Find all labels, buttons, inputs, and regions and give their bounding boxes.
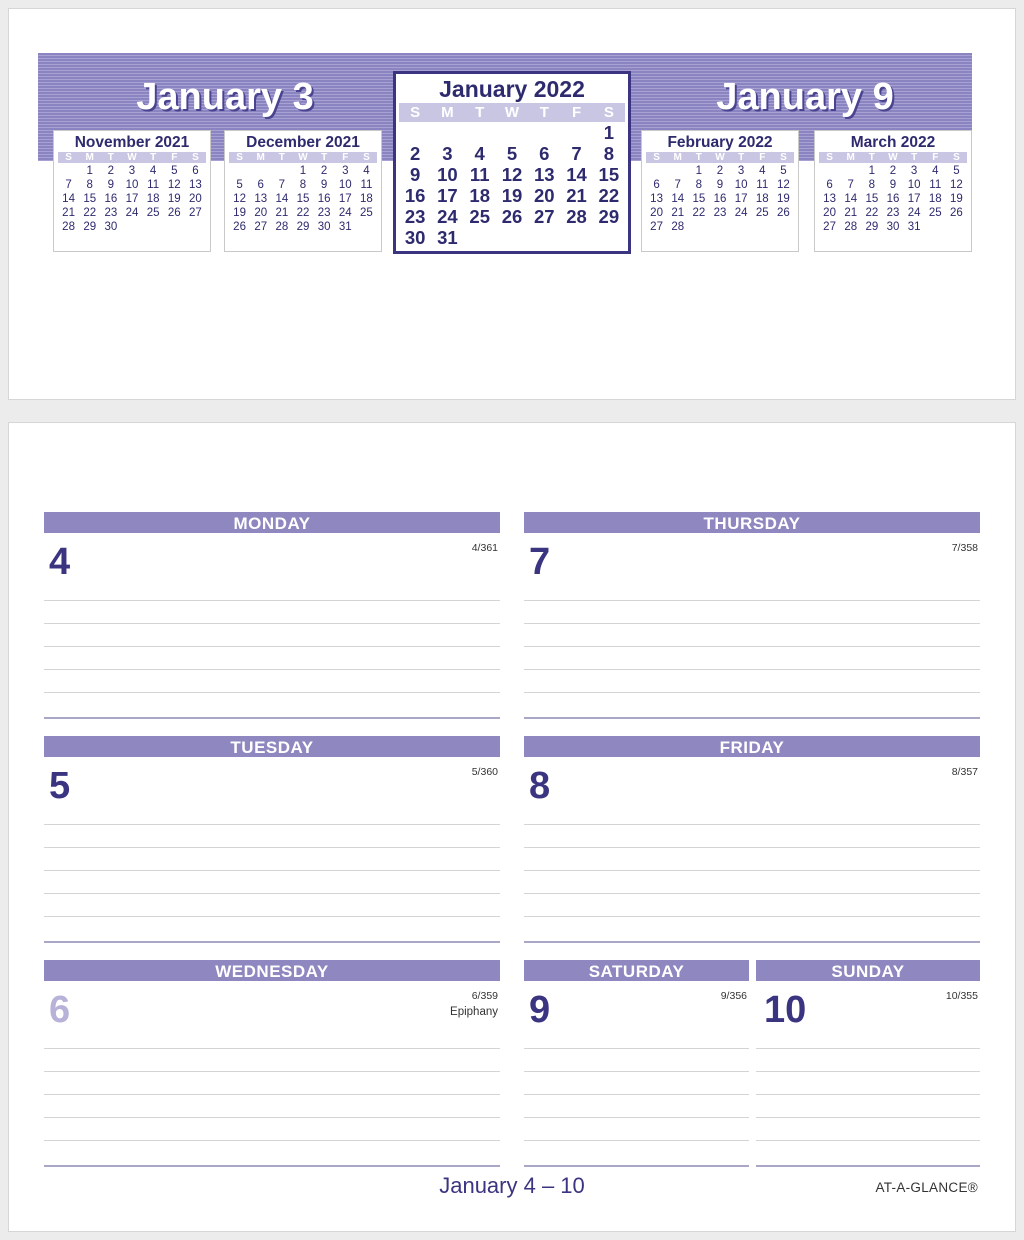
block-divider — [44, 717, 500, 719]
mini-calendar-days — [646, 164, 794, 234]
writing-line — [524, 692, 980, 693]
writing-line — [756, 1094, 980, 1095]
calendar-day: 25 — [146, 207, 160, 219]
mini-calendar-weekdays — [819, 152, 967, 163]
calendar-day: 8 — [695, 179, 703, 191]
calendar-day: 3 — [910, 165, 918, 177]
calendar-day: 4 — [932, 165, 939, 177]
calendar-day: 18 — [360, 193, 373, 205]
day-block-monday — [44, 512, 500, 720]
day-number: 9 — [529, 989, 551, 1031]
day-of-year: 6/359 — [471, 990, 498, 1002]
calendar-day: 16 — [713, 193, 727, 205]
calendar-day: 17 — [734, 193, 748, 205]
calendar-day: 9 — [716, 179, 724, 191]
calendar-day: 11 — [756, 179, 769, 191]
writing-line — [756, 1117, 980, 1118]
calendar-day: 26 — [777, 207, 790, 219]
calendar-day: 26 — [950, 207, 963, 219]
day-number: 5 — [49, 765, 71, 807]
calendar-day: 16 — [104, 193, 118, 205]
mini-calendar-title: December 2021 — [246, 134, 360, 151]
calendar-day: 11 — [469, 164, 490, 185]
calendar-day: 24 — [125, 207, 139, 219]
calendar-day: 6 — [192, 165, 199, 177]
calendar-day: 10 — [437, 164, 458, 185]
calendar-day: 2 — [409, 143, 421, 164]
day-block-friday — [524, 736, 980, 944]
calendar-day: 16 — [886, 193, 900, 205]
mini-calendar-days — [819, 164, 967, 234]
mini-calendar-february — [641, 130, 799, 252]
day-number: 4 — [49, 541, 71, 583]
weekday-label: F — [571, 104, 582, 121]
calendar-day: 15 — [598, 164, 620, 185]
calendar-day: 6 — [653, 179, 660, 191]
day-of-year: 4/361 — [471, 542, 498, 554]
day-block-tuesday — [44, 736, 500, 944]
calendar-day: 7 — [571, 143, 582, 164]
mini-calendar-days — [229, 164, 377, 234]
weekday-label: T — [868, 152, 875, 163]
calendar-day: 26 — [233, 221, 246, 233]
calendar-day: 22 — [83, 207, 97, 219]
day-header: FRIDAY — [524, 736, 980, 757]
calendar-day: 7 — [65, 179, 72, 191]
weekday-label: M — [846, 152, 855, 163]
day-header: SATURDAY — [524, 960, 749, 981]
calendar-day: 3 — [737, 165, 745, 177]
calendar-day: 10 — [125, 179, 139, 191]
writing-line — [44, 893, 500, 894]
calendar-day: 2 — [716, 165, 724, 177]
writing-line — [44, 600, 500, 601]
calendar-day — [229, 164, 250, 178]
week-range-label: January 4 – 10 — [439, 1173, 585, 1198]
day-number: 8 — [529, 765, 551, 807]
mini-calendar-title: March 2022 — [850, 134, 936, 151]
calendar-day: 31 — [907, 221, 921, 233]
weekday-label: F — [932, 152, 939, 163]
calendar-day: 1 — [86, 165, 93, 177]
writing-line — [44, 1094, 500, 1095]
mini-calendar-days — [58, 164, 206, 234]
weekday-label: S — [65, 152, 72, 163]
calendar-day: 19 — [950, 193, 963, 205]
weekday-label: T — [738, 152, 745, 163]
writing-line — [44, 1048, 500, 1049]
calendar-day: 25 — [928, 207, 942, 219]
calendar-day: 14 — [671, 193, 685, 205]
writing-line — [44, 847, 500, 848]
calendar-day: 30 — [317, 221, 331, 233]
writing-line — [44, 1117, 500, 1118]
calendar-day: 8 — [603, 143, 614, 164]
writing-line — [44, 824, 500, 825]
mini-calendar-weekdays — [229, 152, 377, 163]
calendar-day: 27 — [650, 221, 663, 233]
weekday-label: S — [236, 152, 243, 163]
block-divider — [524, 941, 980, 943]
calendar-day — [271, 164, 292, 178]
calendar-day: 24 — [338, 207, 352, 219]
writing-line — [524, 847, 980, 848]
writing-line — [524, 669, 980, 670]
writing-line — [524, 824, 980, 825]
calendar-day: 5 — [171, 165, 178, 177]
calendar-day: 20 — [823, 207, 836, 219]
calendar-day: 15 — [865, 193, 879, 205]
writing-line — [44, 623, 500, 624]
calendar-day: 16 — [317, 193, 331, 205]
day-of-year: 8/357 — [951, 766, 978, 778]
weekday-label: M — [85, 152, 94, 163]
calendar-day: 16 — [404, 185, 426, 206]
calendar-day: 11 — [929, 179, 942, 191]
writing-line — [756, 1140, 980, 1141]
calendar-day: 27 — [189, 207, 202, 219]
calendar-day: 19 — [501, 185, 523, 206]
current-month-weekdays — [399, 103, 625, 122]
calendar-day: 21 — [566, 185, 587, 206]
calendar-day: 28 — [671, 221, 685, 233]
calendar-day: 9 — [107, 179, 115, 191]
range-end-title: January 9 — [716, 76, 894, 118]
calendar-day: 1 — [299, 165, 307, 177]
writing-line — [524, 623, 980, 624]
writing-line — [524, 1117, 749, 1118]
calendar-day: 9 — [889, 179, 897, 191]
writing-line — [44, 1071, 500, 1072]
calendar-day: 27 — [823, 221, 836, 233]
weekday-label: S — [363, 152, 370, 163]
weekday-label: S — [653, 152, 660, 163]
calendar-day: 11 — [360, 179, 373, 191]
calendar-day: 26 — [501, 206, 523, 227]
weekday-label: M — [256, 152, 265, 163]
day-of-year: 9/356 — [720, 990, 747, 1002]
calendar-day: 12 — [233, 193, 246, 205]
calendar-day: 29 — [598, 206, 620, 227]
day-of-year: 10/355 — [945, 990, 978, 1002]
calendar-day: 9 — [320, 179, 328, 191]
calendar-day: 3 — [442, 143, 453, 164]
calendar-day — [646, 164, 667, 178]
weekday-label: T — [695, 152, 702, 163]
calendar-day — [431, 122, 463, 143]
weekday-label: W — [504, 104, 520, 121]
calendar-day: 18 — [928, 193, 942, 205]
calendar-day: 17 — [338, 193, 352, 205]
calendar-day — [496, 122, 528, 143]
calendar-day: 19 — [167, 193, 181, 205]
weekday-label: W — [715, 152, 725, 163]
calendar-day: 19 — [233, 207, 246, 219]
calendar-day: 17 — [125, 193, 139, 205]
weekday-label: T — [278, 152, 285, 163]
calendar-day: 12 — [950, 179, 963, 191]
writing-line — [756, 1071, 980, 1072]
calendar-day: 28 — [566, 206, 587, 227]
calendar-day — [560, 122, 592, 143]
calendar-day: 28 — [844, 221, 858, 233]
calendar-day: 1 — [868, 165, 876, 177]
calendar-day: 24 — [437, 206, 458, 227]
calendar-day: 4 — [474, 143, 485, 164]
block-divider — [524, 1165, 749, 1167]
current-month-calendar — [393, 71, 631, 254]
calendar-day: 9 — [409, 164, 421, 185]
weekday-label: T — [539, 104, 549, 121]
writing-line — [44, 692, 500, 693]
calendar-day: 8 — [299, 179, 307, 191]
writing-line — [44, 916, 500, 917]
weekday-label: W — [298, 152, 308, 163]
calendar-day: 7 — [847, 179, 854, 191]
calendar-day: 4 — [149, 165, 157, 177]
day-block-wednesday — [44, 960, 500, 1168]
holiday-label: Epiphany — [450, 1006, 498, 1018]
calendar-day: 18 — [146, 193, 160, 205]
calendar-day: 23 — [713, 207, 727, 219]
calendar-day: 13 — [533, 164, 555, 185]
weekday-label: T — [150, 152, 157, 163]
calendar-day: 3 — [128, 165, 136, 177]
calendar-day: 17 — [907, 193, 921, 205]
writing-line — [756, 1048, 980, 1049]
calendar-day: 6 — [826, 179, 833, 191]
calendar-day — [667, 164, 688, 178]
calendar-day: 17 — [437, 185, 458, 206]
calendar-day: 12 — [501, 164, 523, 185]
calendar-day — [399, 122, 431, 143]
day-block-saturday — [524, 960, 749, 1168]
day-header: SUNDAY — [756, 960, 980, 981]
calendar-day: 18 — [469, 185, 490, 206]
calendar-day: 25 — [469, 206, 490, 227]
mini-calendar-november — [53, 130, 211, 252]
calendar-day: 30 — [104, 221, 118, 233]
calendar-day: 22 — [598, 185, 620, 206]
calendar-day: 21 — [62, 207, 75, 219]
calendar-day: 24 — [734, 207, 748, 219]
calendar-day: 27 — [254, 221, 268, 233]
writing-line — [524, 646, 980, 647]
mini-calendar-title: November 2021 — [74, 134, 190, 151]
writing-line — [524, 870, 980, 871]
calendar-day: 7 — [674, 179, 681, 191]
weekday-label: S — [826, 152, 833, 163]
day-header: MONDAY — [44, 512, 500, 533]
weekday-label: S — [780, 152, 787, 163]
mini-calendar-december — [224, 130, 382, 252]
calendar-day: 2 — [889, 165, 897, 177]
mini-calendar-march — [814, 130, 972, 252]
day-header: THURSDAY — [524, 512, 980, 533]
calendar-day: 12 — [777, 179, 790, 191]
calendar-day: 21 — [671, 207, 685, 219]
calendar-day: 14 — [275, 193, 289, 205]
calendar-day: 4 — [363, 165, 370, 177]
calendar-day: 1 — [695, 165, 703, 177]
calendar-day: 14 — [844, 193, 858, 205]
calendar-day: 25 — [755, 207, 769, 219]
brand-logo: AT-A-GLANCE® — [875, 1180, 978, 1195]
day-block-sunday — [756, 960, 980, 1168]
calendar-day: 7 — [278, 179, 286, 191]
calendar-day: 30 — [404, 227, 426, 248]
calendar-day: 10 — [734, 179, 748, 191]
weekday-label: F — [171, 152, 178, 163]
calendar-day: 6 — [257, 179, 264, 191]
weekday-label: T — [911, 152, 918, 163]
weekday-label: W — [888, 152, 898, 163]
calendar-day — [819, 164, 840, 178]
writing-line — [44, 1140, 500, 1141]
calendar-day: 22 — [296, 207, 310, 219]
writing-line — [524, 916, 980, 917]
calendar-day: 12 — [167, 179, 181, 191]
writing-line — [524, 1140, 749, 1141]
day-number: 7 — [529, 541, 551, 583]
calendar-day: 5 — [236, 179, 243, 191]
calendar-day: 29 — [83, 221, 97, 233]
writing-line — [524, 1094, 749, 1095]
writing-line — [524, 893, 980, 894]
calendar-day: 14 — [62, 193, 75, 205]
current-month-title: January 2022 — [439, 76, 585, 102]
block-divider — [44, 1165, 500, 1167]
calendar-day: 18 — [755, 193, 769, 205]
calendar-day: 21 — [275, 207, 289, 219]
calendar-day: 20 — [189, 193, 202, 205]
calendar-day: 13 — [823, 193, 836, 205]
day-number: 10 — [764, 989, 807, 1031]
weekday-label: T — [107, 152, 114, 163]
calendar-day: 23 — [317, 207, 331, 219]
day-number: 6 — [49, 989, 71, 1031]
calendar-day: 31 — [338, 221, 352, 233]
mini-calendar-weekdays — [646, 152, 794, 163]
calendar-day: 13 — [189, 179, 202, 191]
calendar-day: 14 — [566, 164, 587, 185]
writing-line — [524, 1071, 749, 1072]
calendar-day: 22 — [692, 207, 706, 219]
calendar-day: 1 — [603, 122, 614, 143]
calendar-day: 5 — [780, 165, 787, 177]
calendar-day: 20 — [650, 207, 663, 219]
calendar-day: 20 — [254, 207, 268, 219]
block-divider — [44, 941, 500, 943]
weekday-label: T — [475, 104, 485, 121]
calendar-day: 10 — [338, 179, 352, 191]
calendar-day: 15 — [692, 193, 706, 205]
calendar-day: 6 — [539, 143, 550, 164]
calendar-day: 27 — [533, 206, 555, 227]
day-of-year: 7/358 — [951, 542, 978, 554]
calendar-day: 8 — [86, 179, 93, 191]
current-month-days — [399, 122, 625, 248]
calendar-day: 29 — [865, 221, 879, 233]
calendar-day: 15 — [296, 193, 310, 205]
writing-line — [524, 1048, 749, 1049]
calendar-day: 5 — [953, 165, 960, 177]
weekday-label: W — [127, 152, 137, 163]
calendar-day: 4 — [759, 165, 766, 177]
weekday-label: F — [759, 152, 766, 163]
calendar-day: 29 — [296, 221, 310, 233]
calendar-day — [528, 122, 560, 143]
calendar-day: 31 — [437, 227, 458, 248]
calendar-day: 28 — [275, 221, 289, 233]
range-start-title: January 3 — [136, 76, 314, 118]
calendar-day: 2 — [320, 165, 328, 177]
calendar-day — [464, 122, 496, 143]
calendar-day: 21 — [844, 207, 858, 219]
calendar-day: 28 — [62, 221, 75, 233]
weekday-label: M — [673, 152, 682, 163]
calendar-day: 23 — [104, 207, 118, 219]
calendar-day: 30 — [886, 221, 900, 233]
day-header: TUESDAY — [44, 736, 500, 757]
calendar-day: 24 — [907, 207, 921, 219]
day-block-thursday — [524, 512, 980, 720]
weekday-label: S — [953, 152, 960, 163]
calendar-day: 26 — [167, 207, 181, 219]
calendar-day: 2 — [107, 165, 115, 177]
block-divider — [524, 717, 980, 719]
calendar-day: 23 — [886, 207, 900, 219]
writing-line — [44, 870, 500, 871]
day-of-year: 5/360 — [471, 766, 498, 778]
day-header: WEDNESDAY — [44, 960, 500, 981]
weekday-label: F — [342, 152, 349, 163]
calendar-day: 15 — [83, 193, 97, 205]
writing-line — [524, 600, 980, 601]
mini-calendar-weekdays — [58, 152, 206, 163]
block-divider — [756, 1165, 980, 1167]
mini-calendar-title: February 2022 — [667, 134, 773, 151]
weekday-label: T — [321, 152, 328, 163]
calendar-day — [840, 164, 861, 178]
writing-line — [44, 669, 500, 670]
calendar-day: 13 — [254, 193, 268, 205]
weekday-label: S — [603, 104, 614, 121]
calendar-day: 22 — [865, 207, 879, 219]
calendar-day: 5 — [506, 143, 518, 164]
weekday-label: S — [410, 104, 421, 121]
weekday-label: S — [192, 152, 199, 163]
calendar-day — [250, 164, 271, 178]
calendar-day: 25 — [360, 207, 373, 219]
weekday-label: M — [441, 104, 454, 121]
calendar-day: 13 — [650, 193, 663, 205]
calendar-day: 8 — [868, 179, 876, 191]
writing-line — [44, 646, 500, 647]
calendar-day: 10 — [907, 179, 921, 191]
calendar-day — [58, 164, 79, 178]
calendar-day: 20 — [533, 185, 555, 206]
calendar-day: 3 — [342, 165, 349, 177]
calendar-day: 23 — [404, 206, 426, 227]
calendar-day: 11 — [147, 179, 160, 191]
calendar-day: 19 — [777, 193, 790, 205]
